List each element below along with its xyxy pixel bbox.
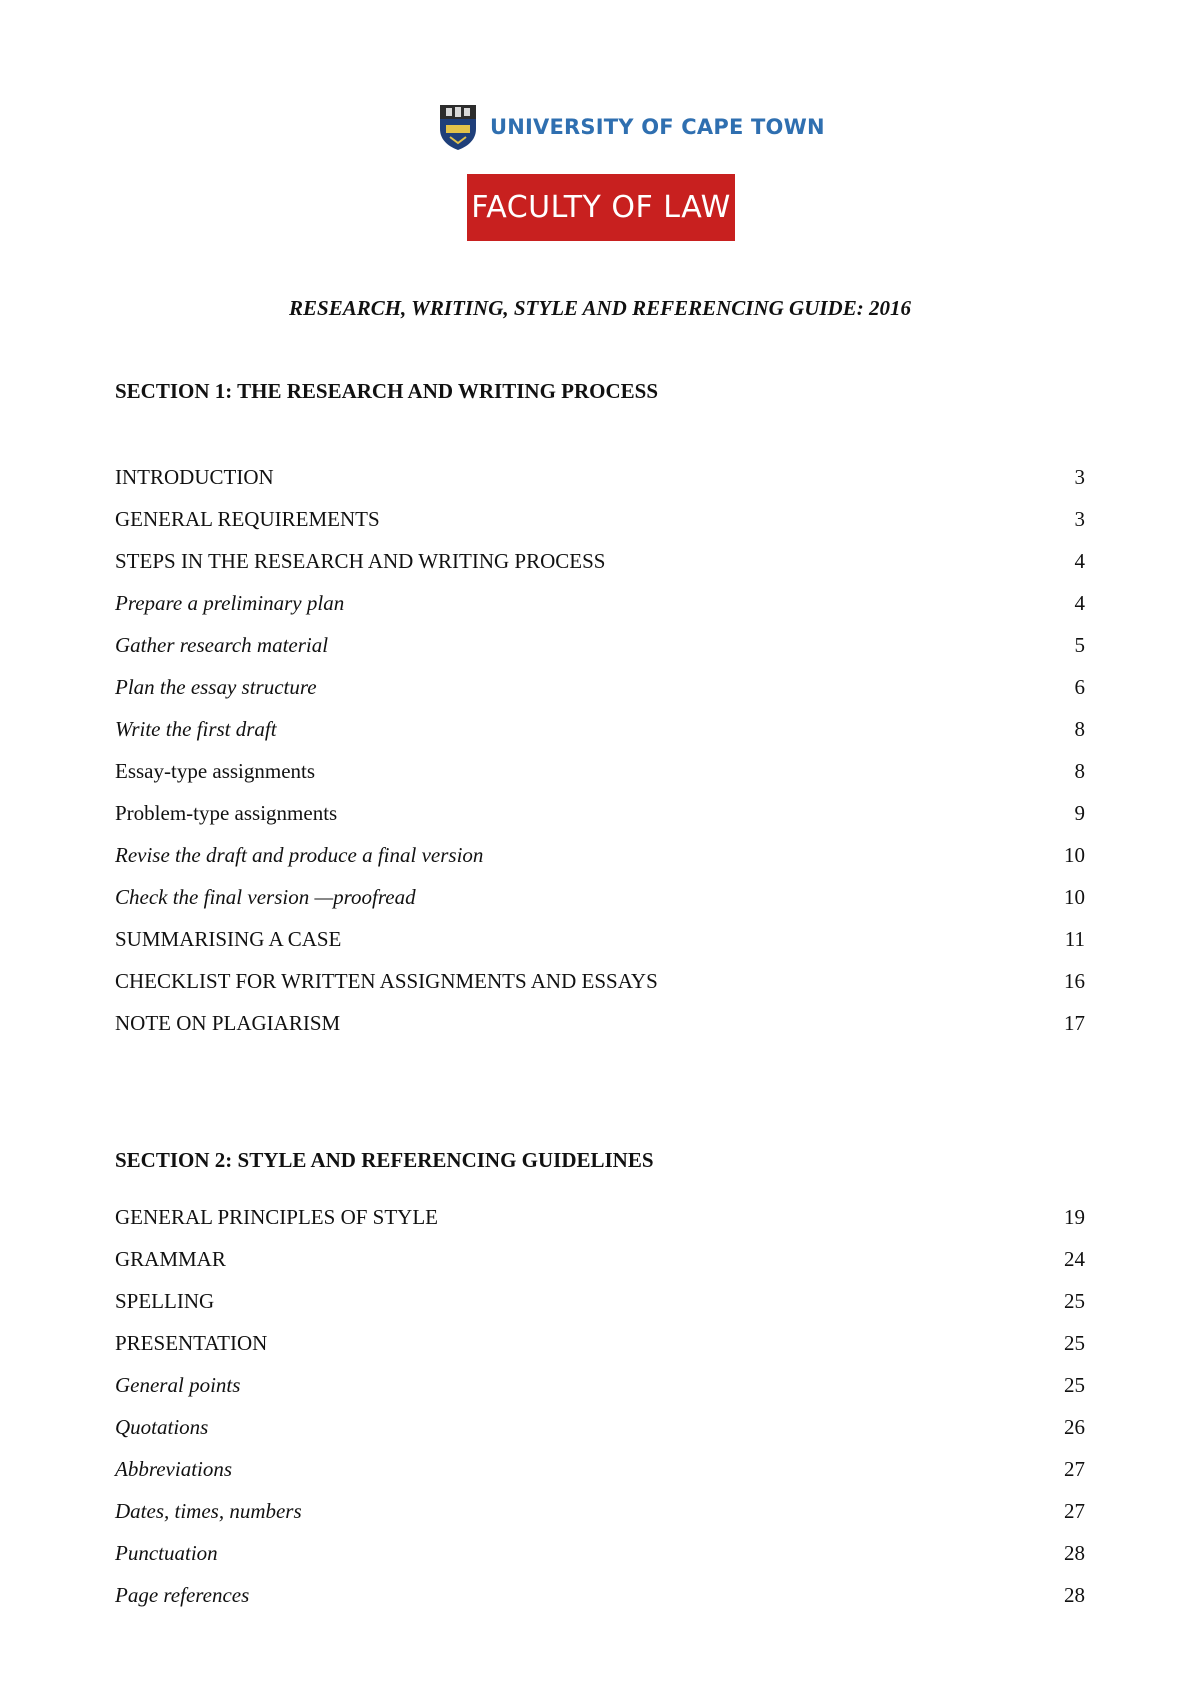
toc-entry-page-number: 3	[1074, 465, 1085, 489]
toc-entry-page-number: 17	[1064, 1011, 1085, 1035]
university-name: UNIVERSITY OF CAPE TOWN	[490, 115, 825, 139]
section-2-heading: SECTION 2: STYLE AND REFERENCING GUIDELINES	[115, 1148, 654, 1172]
toc-entry-label: NOTE ON PLAGIARISM	[115, 1011, 341, 1035]
toc-entry	[115, 1280, 1085, 1322]
toc-entry-page-number: 26	[1064, 1415, 1085, 1439]
toc-entry-label: SUMMARISING A CASE	[115, 927, 342, 951]
toc-entry	[115, 666, 1085, 708]
university-logo	[438, 103, 825, 151]
toc-entry	[115, 1574, 1085, 1616]
document-title: RESEARCH, WRITING, STYLE AND REFERENCING GUIDE: 2016	[289, 296, 911, 320]
toc-entry-label: PRESENTATION	[115, 1331, 268, 1355]
toc-entry	[115, 582, 1085, 624]
toc-entry	[115, 834, 1085, 876]
toc-entry-label: GRAMMAR	[115, 1247, 226, 1271]
toc-entry-page-number: 4	[1074, 549, 1085, 573]
toc-entry-page-number: 10	[1064, 885, 1085, 909]
toc-entry-page-number: 25	[1064, 1331, 1085, 1355]
toc-entry	[115, 540, 1085, 582]
toc-entry-page-number: 24	[1064, 1247, 1085, 1271]
toc-entry	[115, 456, 1085, 498]
toc-entry-label: STEPS IN THE RESEARCH AND WRITING PROCESS	[115, 549, 606, 573]
toc-entry-label: General points	[115, 1373, 241, 1397]
toc-entry	[115, 1364, 1085, 1406]
toc-entry-label: Page references	[115, 1583, 250, 1607]
toc-entry	[115, 1238, 1085, 1280]
toc-entry	[115, 918, 1085, 960]
toc-entry-label: Essay-type assignments	[115, 759, 316, 783]
toc-entry-page-number: 27	[1064, 1457, 1085, 1481]
faculty-banner	[467, 174, 735, 241]
toc-entry	[115, 792, 1085, 834]
toc-entry	[115, 1406, 1085, 1448]
toc-entry-label: Plan the essay structure	[115, 675, 317, 699]
toc-entry-page-number: 25	[1064, 1289, 1085, 1313]
toc-entry-label: Write the first draft	[115, 717, 277, 741]
toc-entry	[115, 1532, 1085, 1574]
toc-entry-label: Punctuation	[115, 1541, 218, 1565]
toc-entry-page-number: 16	[1064, 969, 1085, 993]
section-1-contents	[115, 456, 1085, 1044]
toc-entry	[115, 1196, 1085, 1238]
toc-entry	[115, 708, 1085, 750]
toc-entry-page-number: 3	[1074, 507, 1085, 531]
toc-entry-page-number: 5	[1074, 633, 1085, 657]
toc-entry-label: Abbreviations	[115, 1457, 233, 1481]
toc-entry-page-number: 11	[1064, 927, 1085, 951]
toc-entry	[115, 498, 1085, 540]
toc-entry-page-number: 27	[1064, 1499, 1085, 1523]
toc-entry-page-number: 25	[1064, 1373, 1085, 1397]
section-1-heading: SECTION 1: THE RESEARCH AND WRITING PROCESS	[115, 379, 659, 403]
toc-entry-label: Revise the draft and produce a final version	[115, 843, 484, 867]
toc-entry-label: Dates, times, numbers	[115, 1499, 302, 1523]
section-2-contents	[115, 1196, 1085, 1616]
toc-entry-label: Check the final version —proofread	[115, 885, 416, 909]
toc-entry	[115, 1490, 1085, 1532]
faculty-name: FACULTY OF LAW	[471, 190, 731, 225]
toc-entry	[115, 1448, 1085, 1490]
uct-crest-icon	[438, 103, 478, 151]
toc-entry-page-number: 8	[1074, 717, 1085, 741]
toc-entry	[115, 750, 1085, 792]
toc-entry-label: Prepare a preliminary plan	[115, 591, 345, 615]
toc-entry-label: CHECKLIST FOR WRITTEN ASSIGNMENTS AND ESSAYS	[115, 969, 658, 993]
toc-entry	[115, 1002, 1085, 1044]
toc-entry-label: GENERAL REQUIREMENTS	[115, 507, 380, 531]
toc-entry	[115, 1322, 1085, 1364]
toc-entry-page-number: 28	[1064, 1541, 1085, 1565]
toc-entry-label: SPELLING	[115, 1289, 215, 1313]
toc-entry-page-number: 6	[1074, 675, 1085, 699]
toc-entry-page-number: 10	[1064, 843, 1085, 867]
toc-entry-label: Quotations	[115, 1415, 209, 1439]
toc-entry-label: INTRODUCTION	[115, 465, 274, 489]
toc-entry	[115, 876, 1085, 918]
toc-entry-page-number: 8	[1074, 759, 1085, 783]
toc-entry-label: Gather research material	[115, 633, 329, 657]
toc-entry-page-number: 4	[1074, 591, 1085, 615]
toc-entry-label: GENERAL PRINCIPLES OF STYLE	[115, 1205, 438, 1229]
toc-entry-page-number: 19	[1064, 1205, 1085, 1229]
toc-entry	[115, 960, 1085, 1002]
toc-entry-page-number: 9	[1074, 801, 1085, 825]
toc-entry	[115, 624, 1085, 666]
toc-entry-page-number: 28	[1064, 1583, 1085, 1607]
toc-entry-label: Problem-type assignments	[115, 801, 338, 825]
